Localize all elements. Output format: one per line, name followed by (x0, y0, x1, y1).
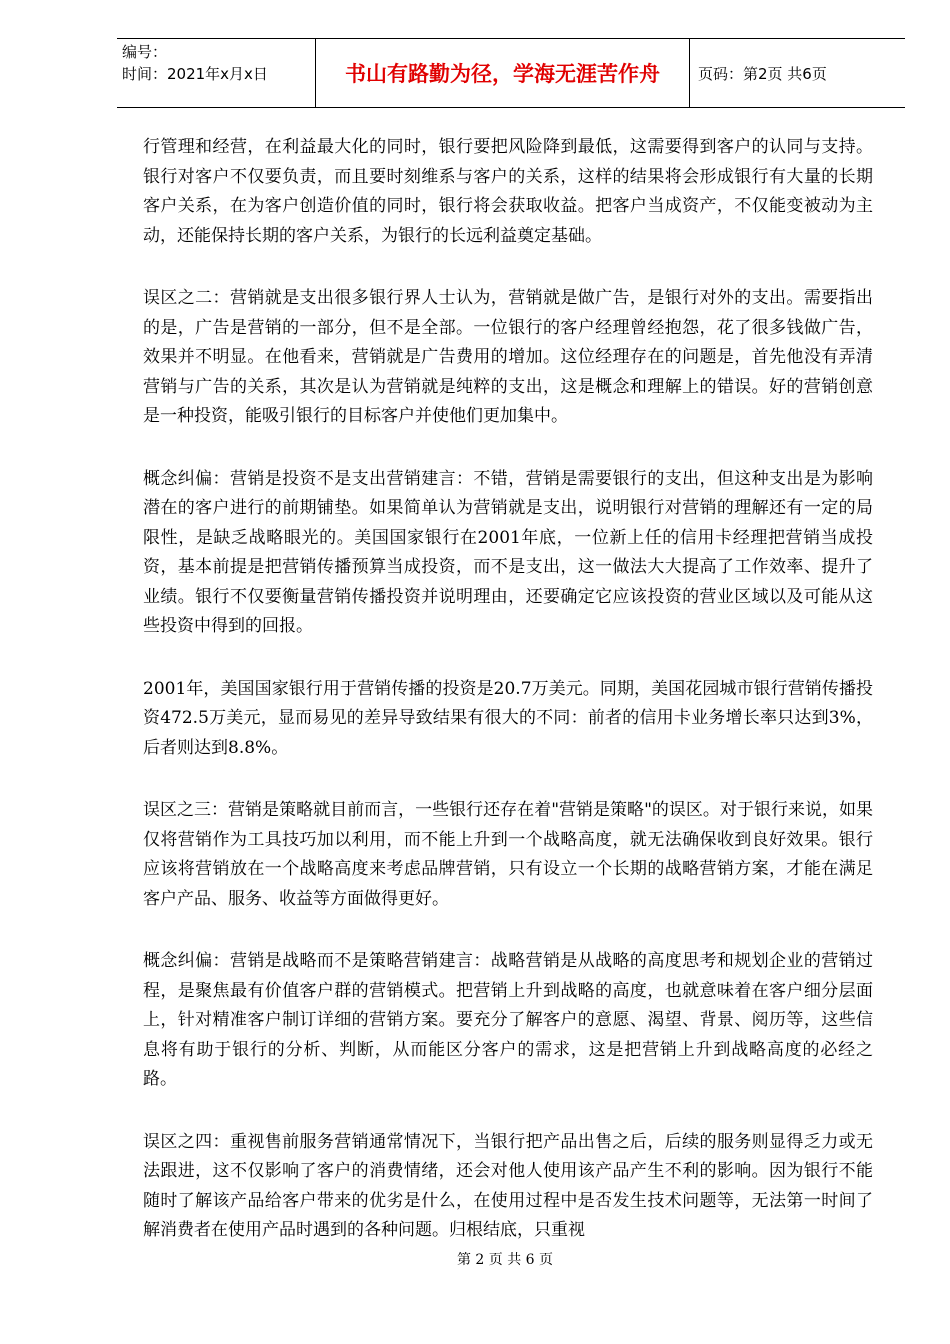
body-paragraph: 行管理和经营，在利益最大化的同时，银行要把风险降到最低，这需要得到客户的认同与支持。银行对客户不仅要负责，而且要时刻维系与客户的关系，这样的结果将会形成银行有大量的长期客户关系，在为客户创造价值的同时，银行将会获取收益。把客户当成资产，不仅能变被动为主动，还能保持长期的客户关系，为银行的长远利益奠定基础。 (143, 137, 873, 246)
body-paragraph: 误区之三：营销是策略就目前而言，一些银行还存在着"营销是策略"的误区。对于银行来说，如果仅将营销作为工具技巧加以利用，而不能上升到一个战略高度，就无法确保收到良好效果。银行应该将营销放在一个战略高度来考虑品牌营销，只有设立一个长期的战略营销方案，才能在满足客户产品、服务、收益等方面做得更好。 (143, 800, 873, 909)
header-motto-cell (315, 39, 690, 107)
body-paragraph: 误区之二：营销就是支出很多银行界人士认为，营销就是做广告，是银行对外的支出。需要指出的是，广告是营销的一部分，但不是全部。一位银行的客户经理曾经抱怨，花了很多钱做广告，效果并不明显。在他看来，营销就是广告费用的增加。这位经理存在的问题是，首先他没有弄清营销与广告的关系，其次是认为营销就是纯粹的支出，这是概念和理解上的错误。好的营销创意是一种投资，能吸引银行的目标客户并使他们更加集中。 (143, 288, 873, 426)
header-motto: 书山有路勤为径，学海无涯苦作舟 (345, 62, 660, 86)
page-footer: 第 2 页 共 6 页 (456, 1252, 554, 1268)
header-page-info: 页码：第2页 共6页 (698, 65, 827, 83)
body-paragraph: 误区之四：重视售前服务营销通常情况下，当银行把产品出售之后，后续的服务则显得乏力或无法跟进，这不仅影响了客户的消费情绪，还会对他人使用该产品产生不利的影响。因为银行不能随时了解该产品给客户带来的优劣是什么，在使用过程中是否发生技术问题等，无法第一时间了解消费者在使用产品时遇到的各种问题。归根结底，只重视 (143, 1131, 873, 1240)
page-header (117, 38, 905, 108)
header-meta (122, 41, 312, 85)
body-paragraph: 概念纠偏：营销是战略而不是策略营销建言：战略营销是从战略的高度思考和规划企业的营销过程，是聚焦最有价值客户群的营销模式。把营销上升到战略的高度，也就意味着在客户细分层面上，针对精准客户制订详细的营销方案。要充分了解客户的意愿、渴望、背景、阅历等，这些信息将有助于银行的分析、判断，从而能区分客户的需求，这是把营销上升到战略高度的必经之路。 (143, 951, 873, 1089)
body-paragraph: 概念纠偏：营销是投资不是支出营销建言：不错，营销是需要银行的支出，但这种支出是为影响潜在的客户进行的前期铺垫。如果简单认为营销就是支出，说明银行对营销的理解还有一定的局限性，是缺乏战略眼光的。美国国家银行在2001年底，一位新上任的信用卡经理把营销当成投资，基本前提是把营销传播预算当成投资，而不是支出，这一做法大大提高了工作效率、提升了业绩。银行不仅要衡量营销传播投资并说明理由，还要确定它应该投资的营业区域以及可能从这些投资中得到的回报。 (143, 468, 873, 636)
document-time: 时间：2021年x月x日 (122, 65, 268, 83)
document-body (143, 133, 873, 1279)
body-paragraph: 2001年，美国国家银行用于营销传播的投资是20.7万美元。同期，美国花园城市银行营销传播投资472.5万美元，显而易见的差异导致结果有很大的不同：前者的信用卡业务增长率只达到3%，后者则达到8.8%。 (143, 678, 873, 758)
document-number-label: 编号： (122, 43, 168, 61)
